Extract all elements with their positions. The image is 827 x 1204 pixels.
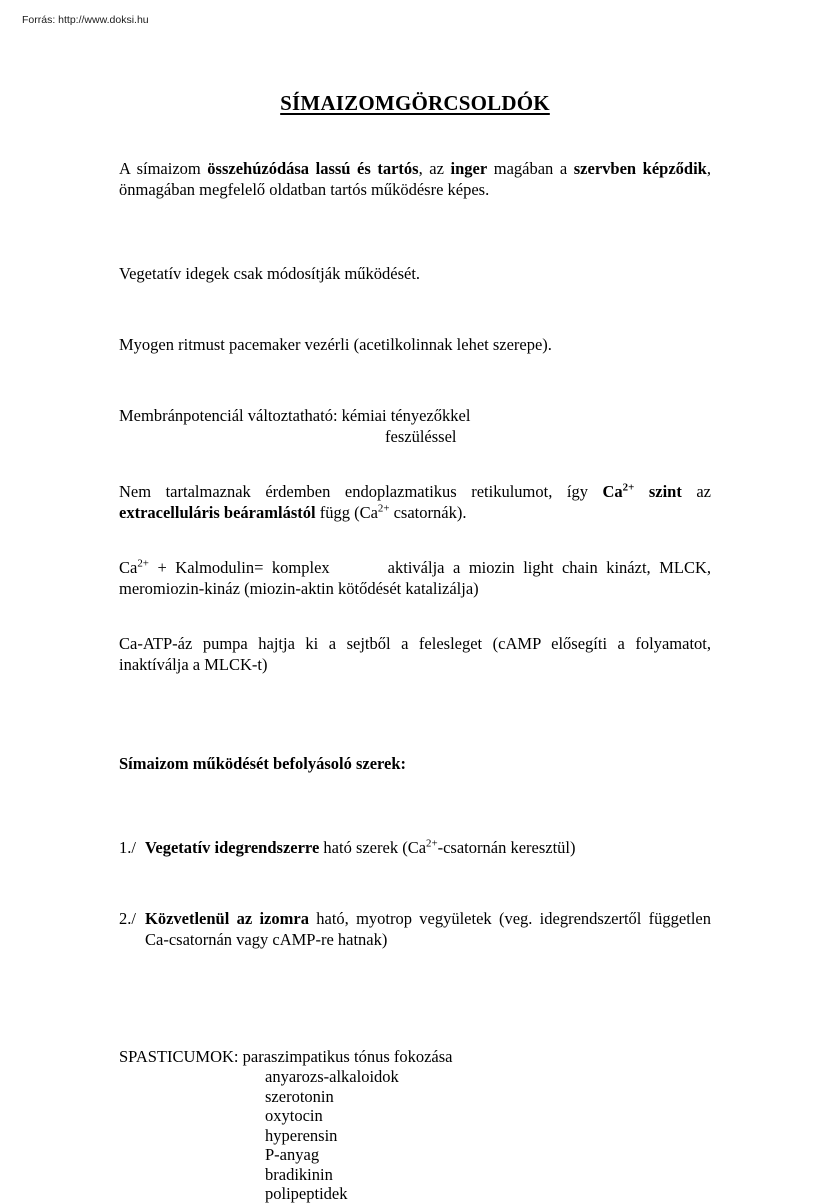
spasticums-list: [119, 1067, 711, 1204]
calcium-seg-7: csatornák).: [389, 503, 467, 522]
spacer: [119, 599, 711, 633]
spasticums-heading: [119, 1047, 711, 1067]
spacer: [119, 950, 711, 1028]
list-item: szerotonin: [265, 1086, 334, 1106]
intro-seg-4-bold: inger: [450, 159, 488, 178]
spacer: [119, 200, 711, 263]
calcium-seg-6-superscript: 2+: [377, 502, 390, 515]
page-title: [119, 90, 711, 116]
paragraph-membrane: [119, 405, 711, 447]
list-item: P-anyag: [265, 1145, 320, 1164]
paragraph-intro: [119, 158, 711, 200]
intro-seg-7: , önmagában megfelelő oldatban tartós működésre képes.: [119, 159, 711, 199]
drug-item-2-bold: Közvetlenül az izomra: [145, 909, 309, 928]
drug-item-1: [119, 837, 711, 858]
calcium-ca-superscript: 2+: [622, 481, 635, 494]
paragraph-vegetative: Vegetatív idegek csak módosítják működését.: [119, 264, 421, 283]
spacer: [119, 447, 711, 481]
intro-seg-1: A símaizom: [119, 159, 208, 178]
paragraph-atpase: Ca-ATP-áz pumpa hajtja ki a sejtből a felesleget (cAMP elősegíti a folyamatot, inaktíválja a MLCK-t): [119, 634, 711, 674]
list-item: oxytocin: [265, 1106, 323, 1125]
calcium-seg-1: Nem tartalmaznak érdemben endoplazmatikus retikulumot, így: [119, 482, 603, 501]
list-item: polipeptidek: [265, 1184, 348, 1203]
drug-item-1-rest-after: -csatornán keresztül): [437, 838, 576, 857]
kalmodulin-ca-superscript: 2+: [137, 557, 149, 570]
membrane-line-1: Membránpotenciál változtatható: kémiai tényezőkkel: [119, 406, 471, 425]
drug-item-2: [119, 908, 711, 950]
paragraph-calcium: [119, 481, 711, 523]
drug-item-1-superscript: 2+: [426, 837, 438, 850]
list-item: bradikinin: [265, 1164, 333, 1184]
spacer: [119, 284, 711, 334]
spasticums-first-item: paraszimpatikus tónus fokozása: [242, 1047, 453, 1066]
calcium-seg-6: függ (Ca: [315, 503, 378, 522]
intro-seg-3: , az: [418, 159, 451, 178]
spacer: [119, 1028, 711, 1047]
source-url-note: Forrás: http://www.doksi.hu: [22, 14, 149, 26]
intro-seg-5: magában a: [487, 159, 574, 178]
intro-seg-6-bold: szervben képződik: [573, 159, 707, 178]
document-content: [119, 90, 711, 1204]
kalmodulin-seg-3: aktiválja a miozin light chain kinázt, MLCK, meromiozin-kináz (miozin-aktin kötődését katalizálja): [119, 558, 711, 598]
drug-item-1-rest-before: ható szerek (Ca: [319, 838, 427, 857]
list-item: anyarozs-alkaloidok: [265, 1067, 399, 1086]
spacer: [119, 523, 711, 557]
spacer: [119, 355, 711, 405]
kalmodulin-ca-base: Ca: [119, 558, 138, 577]
calcium-szint-bold: szint: [634, 482, 682, 501]
spasticums-label: SPASTICUMOK:: [119, 1047, 239, 1066]
kalmodulin-seg-2: + Kalmodulin= komplex: [148, 558, 330, 577]
drug-item-2-marker: 2./: [119, 909, 136, 928]
drug-item-1-marker: 1./: [119, 838, 136, 857]
calcium-ca-base: Ca: [602, 482, 623, 501]
drug-item-2-rest-before: ható, myotrop vegyületek (veg. idegrendszertől független Ca-csatornán vagy cAMP-re hatnak): [145, 909, 711, 949]
calcium-seg-4: az: [681, 482, 712, 501]
paragraph-myogen: Myogen ritmust pacemaker vezérli (acetilkolinnak lehet szerepe).: [119, 335, 552, 354]
spacer: [119, 774, 711, 837]
drugs-section-heading: [119, 753, 711, 774]
intro-seg-2-bold: összehúzódása lassú és tartós: [207, 159, 419, 178]
membrane-line-2: feszüléssel: [385, 427, 457, 446]
list-item: hyperensin: [265, 1125, 338, 1145]
drug-item-1-bold: Vegetatív idegrendszerre: [145, 838, 320, 857]
calcium-ca-bold: [602, 482, 681, 501]
drugs-heading-text: Símaizom működését befolyásoló szerek:: [119, 754, 407, 773]
spacer: [119, 675, 711, 753]
page-title-text: SÍMAIZOMGÖRCSOLDÓK: [280, 91, 550, 115]
paragraph-kalmodulin: [119, 557, 711, 599]
spacer: [119, 858, 711, 908]
calcium-seg-5-bold: extracelluláris beáramlástól: [119, 503, 316, 522]
